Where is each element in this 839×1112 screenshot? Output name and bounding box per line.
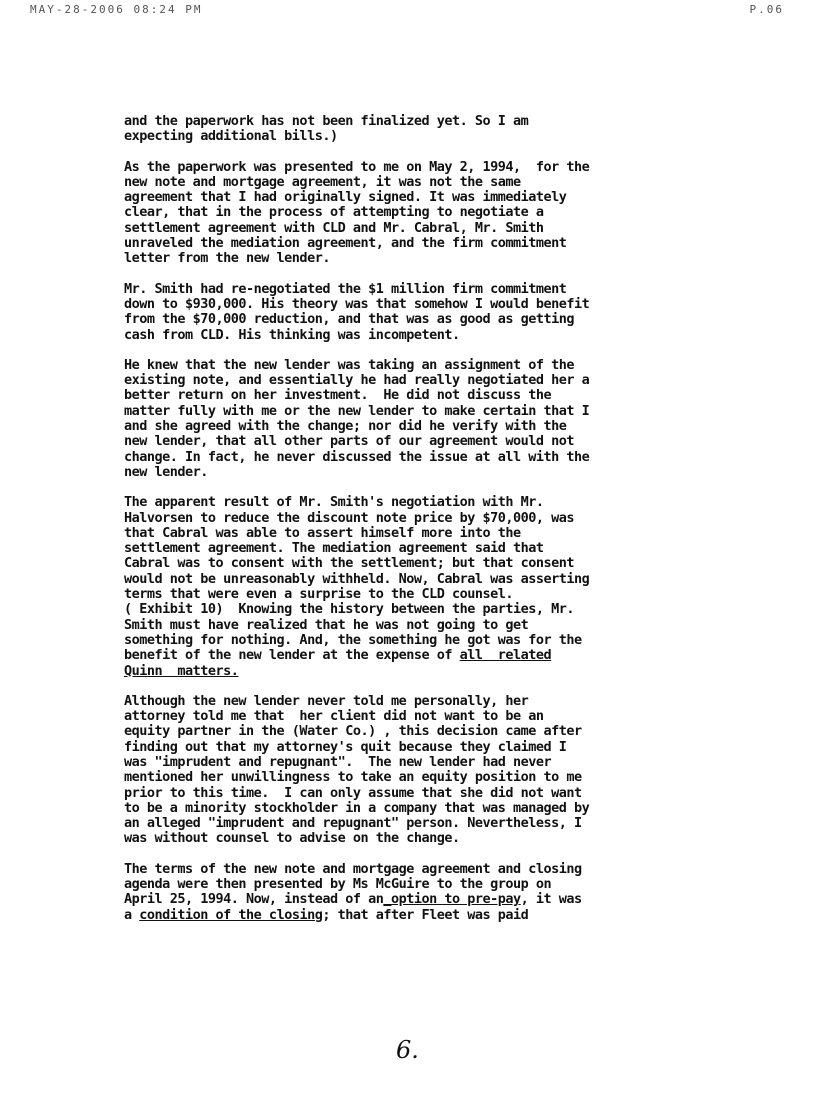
- text-segment: cash from CLD. His thinking was incompetent.: [124, 326, 460, 343]
- text-segment: , it was: [520, 891, 582, 908]
- text-segment: and the paperwork has not been finalized yet. So I am: [124, 113, 529, 129]
- text-segment: Smith must have realized that he was not going to get: [124, 616, 529, 633]
- text-line: [124, 373, 724, 388]
- text-line: [124, 618, 724, 633]
- text-line: [124, 648, 724, 663]
- text-line: [124, 175, 724, 190]
- text-segment: down to $930,000. His theory was that somehow I would benefit: [124, 295, 590, 312]
- underlined-text: _option to pre-pay: [383, 891, 521, 908]
- paragraph: [124, 862, 724, 923]
- text-segment: clear, that in the process of attempting to negotiate a: [124, 204, 544, 221]
- text-segment: finding out that my attorney's quit because they claimed I: [124, 738, 567, 755]
- text-segment: letter from the new lender.: [124, 250, 330, 267]
- text-line: [124, 282, 724, 297]
- text-line: [124, 450, 724, 465]
- text-line: [124, 388, 724, 403]
- text-segment: benefit of the new lender at the expense of: [124, 647, 460, 664]
- text-segment: The apparent result of Mr. Smith's negotiation with Mr.: [124, 494, 544, 511]
- underlined-text: condition of the closing: [139, 906, 323, 923]
- paragraph: [124, 114, 724, 145]
- text-segment: a: [124, 906, 140, 923]
- text-line: [124, 358, 724, 373]
- text-segment: settlement agreement. The mediation agreement said that: [124, 540, 544, 557]
- text-segment: ( Exhibit 10) Knowing the history between the parties, Mr.: [124, 601, 575, 618]
- text-line: [124, 434, 724, 449]
- paragraph: [124, 282, 724, 343]
- text-line: [124, 297, 724, 312]
- text-line: [124, 633, 724, 648]
- text-line: [124, 160, 724, 175]
- text-line: [124, 709, 724, 724]
- text-line: [124, 511, 724, 526]
- text-line: [124, 908, 724, 923]
- text-line: [124, 251, 724, 266]
- text-segment: terms that were even a surprise to the CLD counsel.: [124, 586, 514, 603]
- text-segment: new lender.: [124, 463, 208, 480]
- text-segment: something for nothing. And, the something he got was for the: [124, 631, 582, 648]
- text-segment: an alleged "imprudent and repugnant" person. Nevertheless, I: [124, 815, 582, 832]
- underlined-text: all related: [459, 647, 552, 664]
- text-line: [124, 404, 724, 419]
- text-line: [124, 205, 724, 220]
- text-line: [124, 755, 724, 770]
- text-line: [124, 801, 724, 816]
- text-segment: was without counsel to advise on the change.: [124, 830, 460, 847]
- text-segment: better return on her investment. He did not discuss the: [124, 387, 552, 404]
- text-line: [124, 526, 724, 541]
- text-segment: Mr. Smith had re-negotiated the $1 million firm commitment: [124, 280, 567, 297]
- text-segment: Cabral was to consent with the settlement; but that consent: [124, 555, 575, 572]
- text-segment: unraveled the mediation agreement, and the firm commitment: [124, 235, 567, 252]
- fax-timestamp: MAY-28-2006 08:24 PM: [30, 3, 203, 16]
- paragraph: [124, 694, 724, 847]
- text-segment: from the $70,000 reduction, and that was as good as getting: [124, 311, 575, 328]
- text-segment: expecting additional bills.): [124, 128, 338, 145]
- text-line: [124, 786, 724, 801]
- text-line: [124, 862, 724, 877]
- text-line: [124, 312, 724, 327]
- text-line: [124, 877, 724, 892]
- text-segment: existing note, and essentially he had really negotiated her a: [124, 372, 590, 389]
- text-segment: He knew that the new lender was taking an assignment of the: [124, 356, 575, 373]
- text-segment: change. In fact, he never discussed the issue at all with the: [124, 448, 590, 465]
- text-line: [124, 572, 724, 587]
- text-segment: Although the new lender never told me personally, her: [124, 692, 529, 709]
- text-segment: that Cabral was able to assert himself more into the: [124, 524, 521, 541]
- text-line: [124, 587, 724, 602]
- text-line: [124, 114, 724, 129]
- paragraph: [124, 160, 724, 267]
- text-segment: The terms of the new note and mortgage agreement and closing: [124, 860, 582, 877]
- text-line: [124, 495, 724, 510]
- text-line: [124, 236, 724, 251]
- paragraph: [124, 495, 724, 679]
- fax-page-marker: P.06: [749, 3, 784, 16]
- text-line: [124, 328, 724, 343]
- text-line: [124, 541, 724, 556]
- text-segment: ; that after Fleet was paid: [322, 906, 529, 923]
- text-segment: As the paperwork was presented to me on May 2, 1994, for the: [124, 158, 590, 175]
- text-segment: settlement agreement with CLD and Mr. Cabral, Mr. Smith: [124, 219, 544, 236]
- text-segment: matter fully with me or the new lender to make certain that I: [124, 402, 590, 419]
- text-segment: was "imprudent and repugnant". The new lender had never: [124, 753, 552, 770]
- text-line: [124, 419, 724, 434]
- text-line: [124, 694, 724, 709]
- text-segment: April 25, 1994. Now, instead of an: [124, 891, 384, 908]
- text-segment: prior to this time. I can only assume that she did not want: [124, 784, 582, 801]
- text-line: [124, 740, 724, 755]
- letter-body: [124, 114, 724, 923]
- text-line: [124, 724, 724, 739]
- text-line: [124, 129, 724, 144]
- text-line: [124, 221, 724, 236]
- text-line: [124, 190, 724, 205]
- underlined-text: Quinn matters.: [124, 662, 239, 679]
- text-line: [124, 816, 724, 831]
- text-segment: agreement that I had originally signed. It was immediately: [124, 189, 567, 206]
- text-segment: attorney told me that her client did not want to be an: [124, 708, 544, 725]
- text-line: [124, 556, 724, 571]
- text-segment: Halvorsen to reduce the discount note price by $70,000, was: [124, 509, 575, 526]
- text-line: [124, 602, 724, 617]
- text-segment: mentioned her unwillingness to take an equity position to me: [124, 769, 582, 786]
- text-segment: new note and mortgage agreement, it was not the same: [124, 173, 521, 190]
- text-line: [124, 664, 724, 679]
- text-segment: would not be unreasonably withheld. Now, Cabral was asserting: [124, 570, 590, 587]
- page-number: 6.: [396, 1036, 419, 1064]
- text-line: [124, 831, 724, 846]
- text-segment: equity partner in the (Water Co.) , this decision came after: [124, 723, 582, 740]
- text-segment: agenda were then presented by Ms McGuire to the group on: [124, 876, 552, 893]
- paragraph: [124, 358, 724, 480]
- text-segment: and she agreed with the change; nor did he verify with the: [124, 418, 567, 435]
- text-line: [124, 465, 724, 480]
- text-segment: to be a minority stockholder in a company that was managed by: [124, 799, 590, 816]
- text-line: [124, 770, 724, 785]
- text-segment: new lender, that all other parts of our agreement would not: [124, 433, 575, 450]
- text-line: [124, 892, 724, 907]
